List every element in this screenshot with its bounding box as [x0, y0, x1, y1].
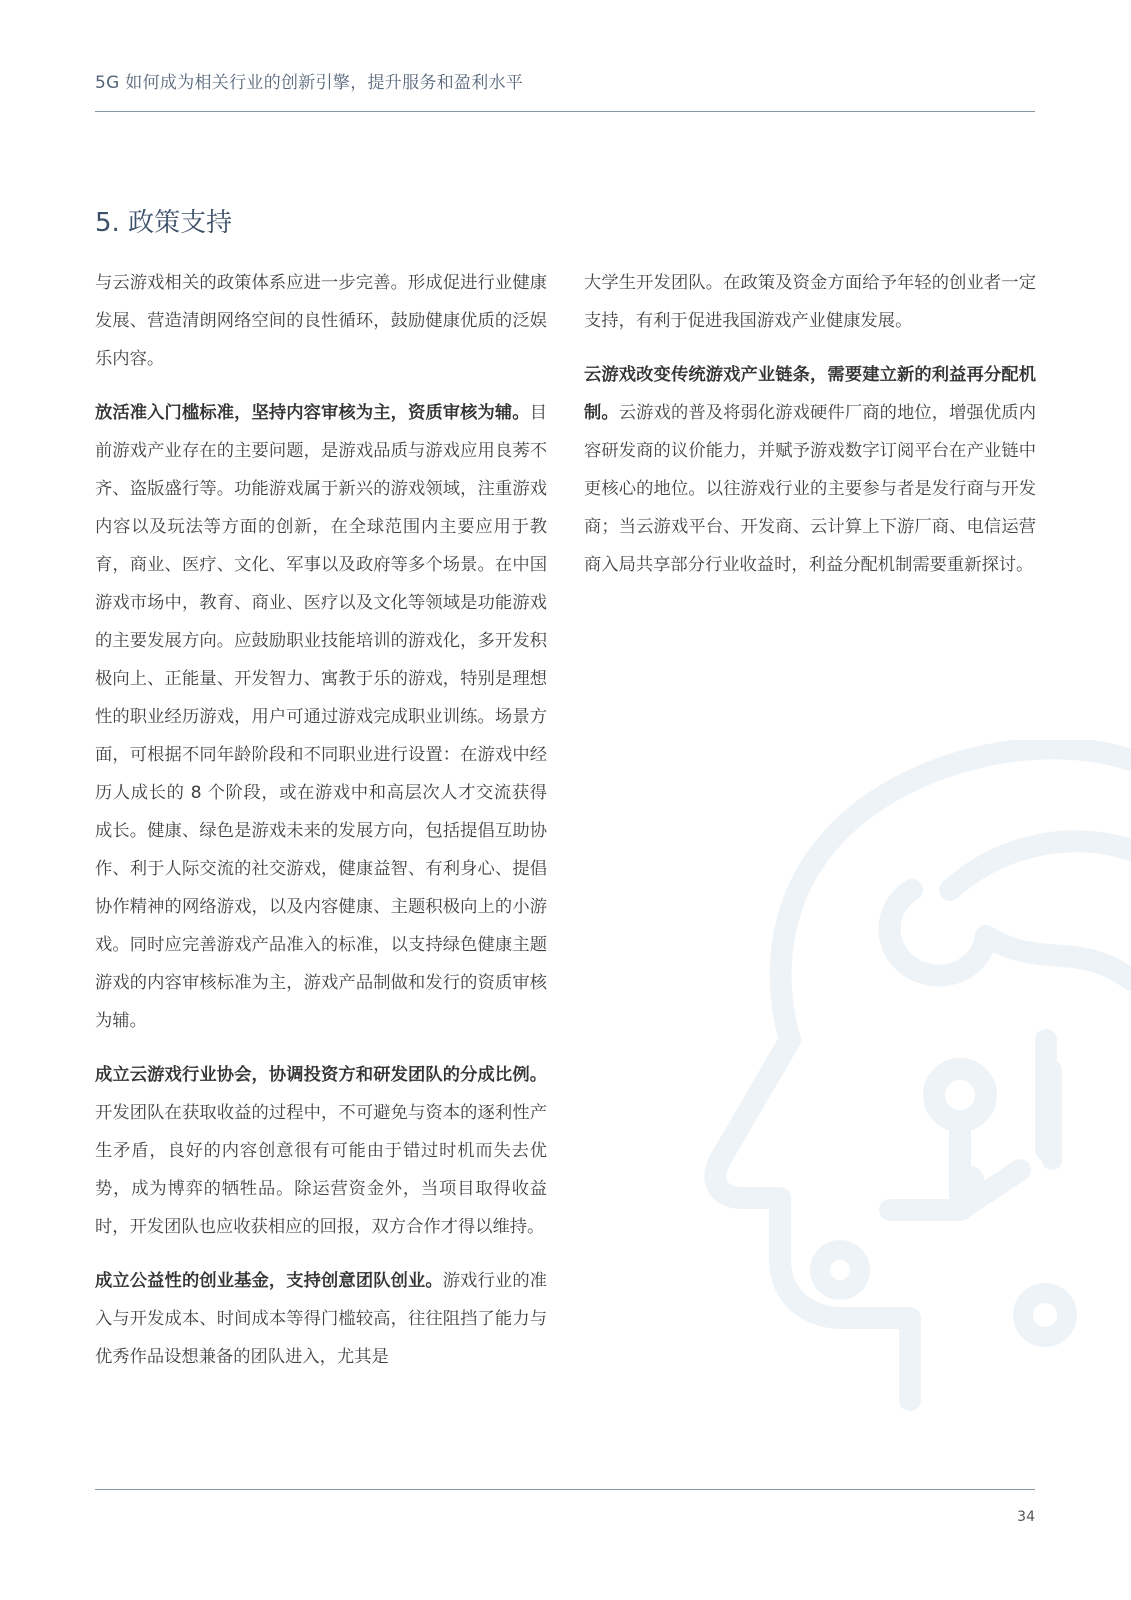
paragraph-lead: 成立公益性的创业基金，支持创意团队创业。: [95, 1271, 443, 1291]
left-column: [95, 264, 547, 1392]
paragraph-startup-fund: [95, 1262, 547, 1376]
footer-divider: [95, 1489, 1035, 1490]
paragraph-industry-association: [95, 1056, 547, 1246]
page-number: 34: [1017, 1509, 1035, 1525]
paragraph-lead: 云游戏改变传统游戏产业链条，需要建立新的利益再分配机制。: [584, 365, 1036, 423]
paragraph-body: 游戏行业的准入与开发成本、时间成本等得门槛较高，往往阻挡了能力与优秀作品设想兼备的团队进入，尤其是: [95, 1271, 547, 1367]
header-divider: [95, 111, 1035, 112]
paragraph-body: 云游戏的普及将弱化游戏硬件厂商的地位，增强优质内容研发商的议价能力，并赋予游戏数字订阅平台在产业链中更核心的地位。以往游戏行业的主要参与者是发行商与开发商；当云游戏平台、开发商、云计算上下游厂商、电信运营商入局共享部分行业收益时，利益分配机制需要重新探讨。: [584, 403, 1036, 575]
paragraph-startup-fund-continued: 大学生开发团队。在政策及资金方面给予年轻的创业者一定支持，有利于促进我国游戏产业健康发展。: [584, 273, 1036, 331]
head-profile-outline-icon: [660, 740, 1131, 1440]
paragraph-entry-threshold: [95, 394, 547, 1040]
section-heading: 5. 政策支持: [95, 207, 233, 238]
header-title: 5G 如何成为相关行业的创新引擎，提升服务和盈利水平: [95, 73, 524, 93]
right-column: [584, 264, 1036, 600]
paragraph-lead: 放活准入门槛标准，坚持内容审核为主，资质审核为辅。: [95, 403, 530, 423]
paragraph-body: 目前游戏产业存在的主要问题，是游戏品质与游戏应用良莠不齐、盗版盛行等。功能游戏属于新兴的游戏领域，注重游戏内容以及玩法等方面的创新，在全球范围内主要应用于教育，商业、医疗、文化、军事以及政府等多个场景。在中国游戏市场中，教育、商业、医疗以及文化等领域是功能游戏的主要发展方向。应鼓励职业技能培训的游戏化，多开发积极向上、正能量、开发智力、寓教于乐的游戏，特别是理想性的职业经历游戏，用户可通过游戏完成职业训练。场景方面，可根据不同年龄阶段和不同职业进行设置：在游戏中经历人成长的 8 个阶段，或在游戏中和高层次人才交流获得成长。健康、绿色是游戏未来的发展方向，包括提倡互助协作、利于人际交流的社交游戏，健康益智、有利身心、提倡协作精神的网络游戏，以及内容健康、主题积极向上的小游戏。同时应完善游戏产品准入的标准，以支持绿色健康主题游戏的内容审核标准为主，游戏产品制做和发行的资质审核为辅。: [95, 403, 547, 1031]
paragraph-intro: 与云游戏相关的政策体系应进一步完善。形成促进行业健康发展、营造清朗网络空间的良性循环，鼓励健康优质的泛娱乐内容。: [95, 273, 547, 369]
paragraph-body: 开发团队在获取收益的过程中，不可避免与资本的逐利性产生矛盾，良好的内容创意很有可能由于错过时机而失去优势，成为博弈的牺牲品。除运营资金外，当项目取得收益时，开发团队也应收获相应的回报，双方合作才得以维持。: [95, 1103, 547, 1237]
paragraph-value-chain: [584, 356, 1036, 584]
paragraph-lead: 成立云游戏行业协会，协调投资方和研发团队的分成比例。: [95, 1065, 547, 1085]
